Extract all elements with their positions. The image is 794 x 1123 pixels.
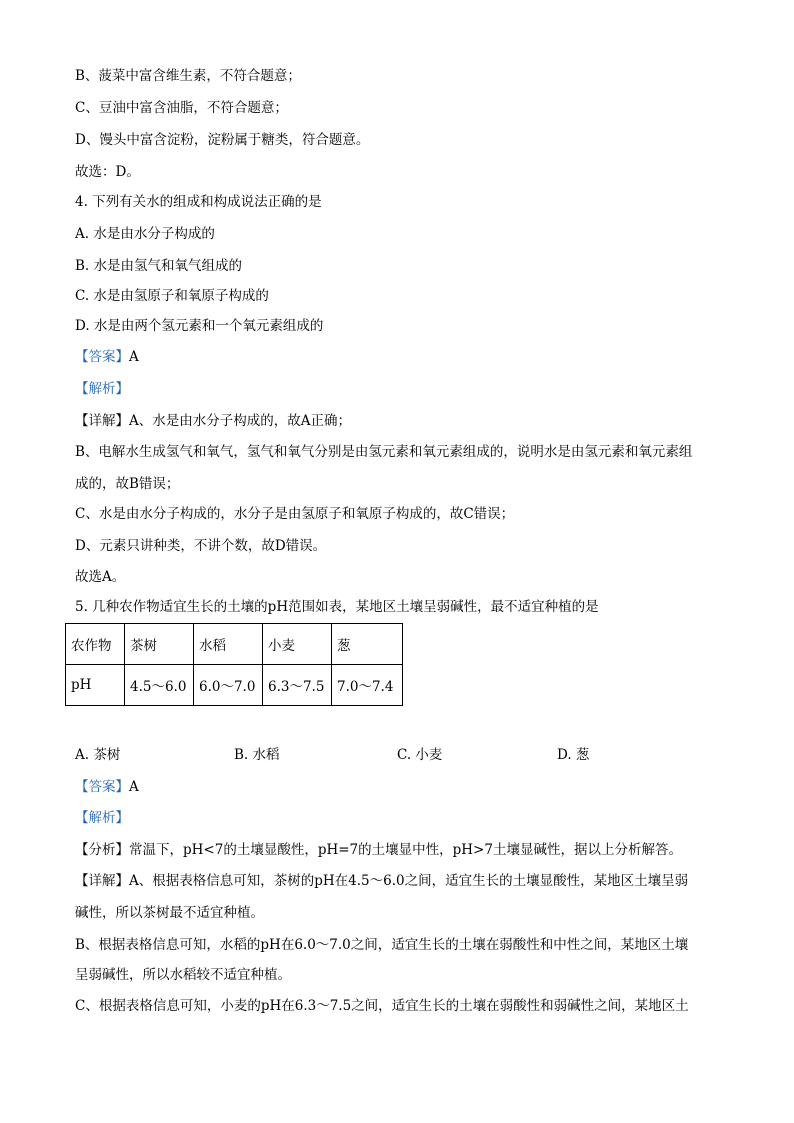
q4-detail-d: D、元素只讲种类，不讲个数，故D错误。 (75, 538, 327, 554)
q4-detail-c: C、水是由水分子构成的，水分子是由氢原子和氧原子构成的，故C错误； (75, 506, 515, 522)
q5-option-d: D. 葱 (557, 747, 590, 763)
q4-analysis-heading (75, 380, 129, 398)
detail-a-text: A、水是由水分子构成的，故A正确； (129, 413, 351, 429)
q4-stem: 4. 下列有关水的组成和构成说法正确的是 (75, 194, 322, 210)
answer-value: A (129, 349, 139, 365)
detail-tag: 【详解】 (75, 873, 129, 889)
q3-choice: 故选：D。 (75, 164, 140, 180)
q5-fenxi (75, 841, 682, 859)
answer-tag: 【答案】 (75, 349, 129, 365)
q5-detail-a-line1 (75, 872, 688, 890)
q5-option-a: A. 茶树 (75, 747, 121, 763)
q5-detail-b-line2: 呈弱碱性，所以水稻较不适宜种植。 (75, 967, 291, 983)
q4-answer (75, 348, 139, 366)
table-cell: 7.0～7.4 (332, 665, 403, 706)
table-cell: 4.5～6.0 (125, 665, 194, 706)
table-header-cell: 葱 (332, 624, 403, 665)
q5-option-b: B. 水稻 (234, 747, 280, 763)
analysis-tag: 【解析】 (75, 381, 129, 397)
table-header-cell: 茶树 (125, 624, 194, 665)
table-header-cell: 小麦 (263, 624, 332, 665)
q4-option-b: B. 水是由氢气和氧气组成的 (75, 258, 243, 274)
fenxi-text: 常温下，pH<7的土壤显酸性，pH=7的土壤显中性，pH>7土壤显碱性，据以上分析解答。 (129, 842, 682, 858)
q3-option-b-explanation: B、菠菜中富含维生素，不符合题意； (75, 68, 301, 84)
answer-value: A (129, 779, 139, 795)
table-header-cell: 水稻 (194, 624, 263, 665)
q4-detail-a (75, 412, 351, 430)
ph-range-table (65, 623, 403, 706)
q5-detail-b-line1: B、根据表格信息可知，水稻的pH在6.0～7.0之间，适宜生长的土壤在弱酸性和中性之间，某地区土壤 (75, 937, 689, 953)
q5-detail-a-line2: 碱性，所以茶树最不适宜种植。 (75, 905, 264, 921)
q4-option-a: A. 水是由水分子构成的 (75, 226, 215, 242)
q4-option-c: C. 水是由氢原子和氧原子构成的 (75, 288, 269, 304)
table-cell: 6.0～7.0 (194, 665, 263, 706)
q5-answer (75, 778, 139, 796)
q4-option-d: D. 水是由两个氢元素和一个氧元素组成的 (75, 318, 324, 334)
q5-stem: 5. 几种农作物适宜生长的土壤的pH范围如表，某地区土壤呈弱碱性，最不适宜种植的是 (75, 599, 599, 615)
q5-detail-c-line1: C、根据表格信息可知，小麦的pH在6.3～7.5之间，适宜生长的土壤在弱酸性和弱碱性之间，某地区土 (75, 998, 689, 1014)
q5-option-c: C. 小麦 (397, 747, 443, 763)
table-cell: pH (66, 665, 125, 706)
answer-tag: 【答案】 (75, 779, 129, 795)
detail-tag: 【详解】 (75, 413, 129, 429)
table-header-cell: 农作物 (66, 624, 125, 665)
q5-analysis-heading (75, 809, 129, 827)
q4-choice: 故选A。 (75, 569, 126, 585)
fenxi-tag: 【分析】 (75, 842, 129, 858)
detail-a-text: A、根据表格信息可知，茶树的pH在4.5～6.0之间，适宜生长的土壤显酸性，某地区土壤呈弱 (129, 873, 689, 889)
table-header-row (66, 624, 403, 665)
analysis-tag: 【解析】 (75, 810, 129, 826)
q3-option-d-explanation: D、馒头中富含淀粉，淀粉属于糖类，符合题意。 (75, 132, 370, 148)
table-cell: 6.3～7.5 (263, 665, 332, 706)
q3-option-c-explanation: C、豆油中富含油脂，不符合题意； (75, 100, 288, 116)
table-row (66, 665, 403, 706)
q4-detail-b-line1: B、电解水生成氢气和氧气，氢气和氧气分别是由氢元素和氧元素组成的，说明水是由氢元素和氧元素组 (75, 444, 693, 460)
q4-detail-b-line2: 成的，故B错误； (75, 476, 180, 492)
